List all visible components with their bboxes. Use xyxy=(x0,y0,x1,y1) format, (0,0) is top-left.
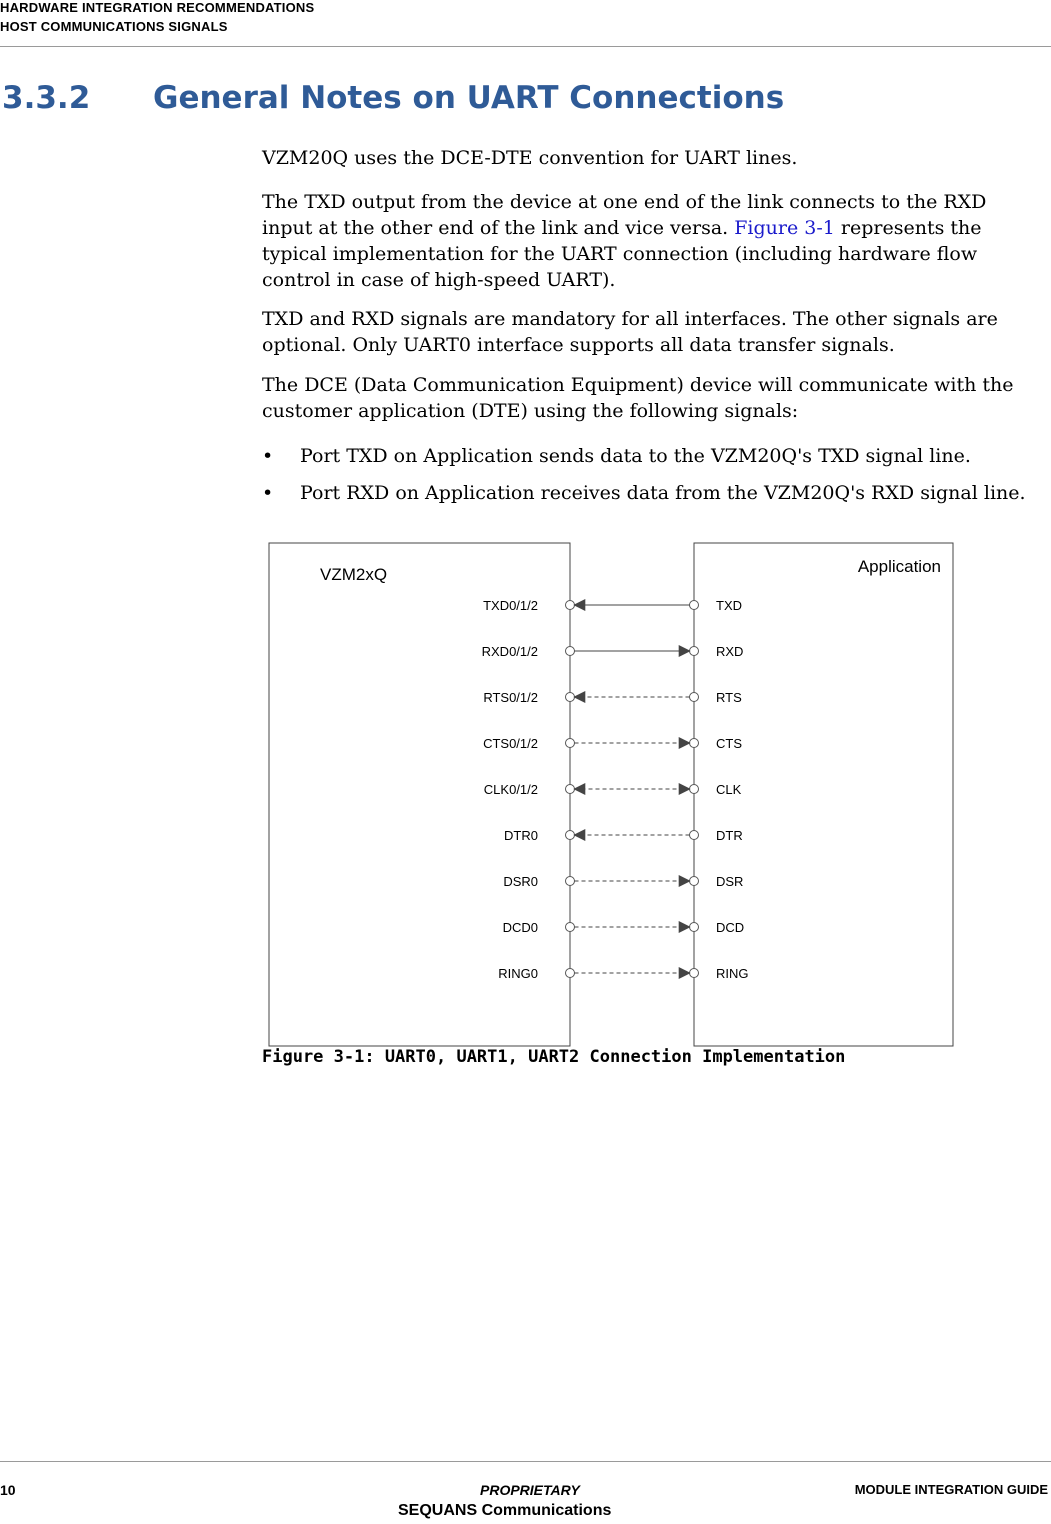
application-pin-label: DSR xyxy=(716,874,744,889)
section-number: 3.3.2 xyxy=(2,80,91,116)
module-pin-label: RING0 xyxy=(498,966,538,981)
footer-document-title: MODULE INTEGRATION GUIDE xyxy=(854,1482,1048,1497)
paragraph-text xyxy=(262,189,1037,293)
application-pin-marker xyxy=(690,739,699,748)
running-header-chapter: HARDWARE INTEGRATION RECOMMENDATIONS xyxy=(0,0,315,15)
application-title: Application xyxy=(857,557,941,576)
application-pin-marker xyxy=(690,693,699,702)
module-pin-marker xyxy=(566,877,575,886)
paragraph-txd-rxd xyxy=(262,189,1037,293)
application-pin-label: DCD xyxy=(716,920,745,935)
module-pin-label: CLK0/1/2 xyxy=(483,782,538,797)
paragraph-text: TXD and RXD signals are mandatory for all interfaces. The other signals are optional. Only UART0 interface supports all data transfer signals. xyxy=(262,308,998,356)
module-pin-label: TXD0/1/2 xyxy=(483,598,538,613)
application-pin-marker xyxy=(690,647,699,656)
footer-divider xyxy=(0,1461,1051,1462)
application-pin-marker xyxy=(690,831,699,840)
vzm-module-title: VZM2xQ xyxy=(320,565,388,584)
section-heading xyxy=(2,80,784,116)
module-pin-marker xyxy=(566,739,575,748)
paragraph-fragment: represents the typical implementation for the UART connection (including hardware flow control in case of high-speed UART). xyxy=(262,217,982,291)
paragraph-text: The DCE (Data Communication Equipment) device will communicate with the customer application (DTE) using the following signals: xyxy=(262,374,1014,422)
signal-rows xyxy=(482,598,749,981)
module-pin-label: DSR0 xyxy=(503,874,538,889)
application-pin-marker xyxy=(690,877,699,886)
list-item-text: Port TXD on Application sends data to the VZM20Q's TXD signal line. xyxy=(300,445,971,467)
module-pin-label: DTR0 xyxy=(504,828,538,843)
footer-proprietary: PROPRIETARY xyxy=(480,1482,580,1498)
module-pin-marker xyxy=(566,969,575,978)
module-pin-marker xyxy=(566,601,575,610)
application-pin-marker xyxy=(690,785,699,794)
application-pin-label: RXD xyxy=(716,644,744,659)
application-pin-marker xyxy=(690,601,699,610)
paragraph-dce-description xyxy=(262,372,1037,424)
bullet-icon: • xyxy=(262,482,274,504)
application-pin-marker xyxy=(690,969,699,978)
running-header-section: HOST COMMUNICATIONS SIGNALS xyxy=(0,19,228,34)
figure-reference-link[interactable]: Figure 3-1 xyxy=(734,217,835,239)
application-pin-label: CTS xyxy=(716,736,742,751)
module-pin-label: RXD0/1/2 xyxy=(481,644,538,659)
bullet-icon: • xyxy=(262,445,274,467)
paragraph-text: VZM20Q uses the DCE-DTE convention for UART lines. xyxy=(262,147,798,169)
paragraph-convention xyxy=(262,145,1037,171)
application-pin-label: DTR xyxy=(716,828,743,843)
module-pin-marker xyxy=(566,831,575,840)
list-item-text: Port RXD on Application receives data from the VZM20Q's RXD signal line. xyxy=(300,482,1026,504)
paragraph-fragment: The TXD output from the device at one end of the link connects to the RXD input at the other end of the link and vice versa. xyxy=(262,191,987,239)
module-pin-label: DCD0 xyxy=(502,920,538,935)
application-pin-label: CLK xyxy=(716,782,742,797)
application-pin-label: RTS xyxy=(716,690,742,705)
figure-caption: Figure 3-1: UART0, UART1, UART2 Connection Implementation xyxy=(262,1047,846,1067)
module-pin-label: RTS0/1/2 xyxy=(483,690,538,705)
paragraph-mandatory-signals xyxy=(262,306,1037,358)
module-pin-marker xyxy=(566,693,575,702)
module-pin-label: CTS0/1/2 xyxy=(483,736,538,751)
uart-connection-diagram xyxy=(262,538,962,1050)
page-number: 10 xyxy=(0,1482,16,1498)
application-pin-marker xyxy=(690,923,699,932)
application-pin-label: TXD xyxy=(716,598,742,613)
header-divider xyxy=(0,46,1051,47)
module-pin-marker xyxy=(566,923,575,932)
module-pin-marker xyxy=(566,785,575,794)
section-title: General Notes on UART Connections xyxy=(153,80,785,116)
footer-company: SEQUANS Communications xyxy=(398,1502,612,1519)
module-pin-marker xyxy=(566,647,575,656)
application-pin-label: RING xyxy=(716,966,749,981)
